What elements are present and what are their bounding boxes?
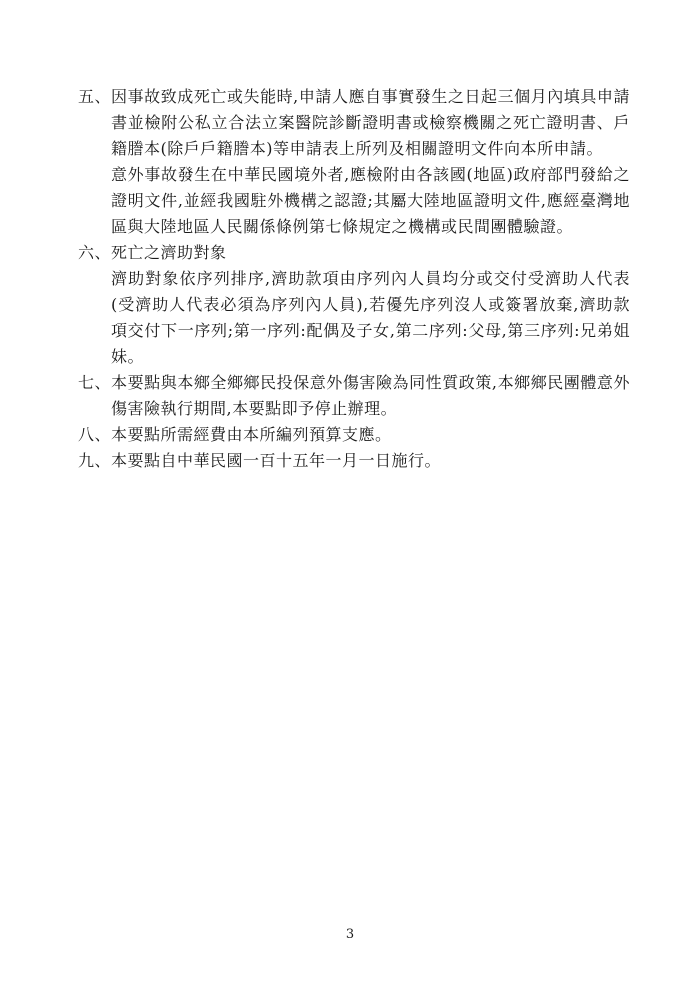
clause-7 (78, 370, 630, 422)
clause-8-paragraph: 本要點所需經費由本所編列預算支應。 (111, 425, 392, 444)
clause-5-content (111, 84, 630, 240)
clause-6-number: 六、 (78, 243, 112, 262)
clause-7-number: 七、 (78, 373, 112, 392)
clause-6-paragraph: 濟助對象依序列排序,濟助款項由序列內人員均分或交付受濟助人代表(受濟助人代表必須為序列內人員),若優先序列沒人或簽署放棄,濟助款項交付下一序列;第一序列:配偶及子女,第二序列:父母,第三序列:兄弟姐妹。 (111, 269, 630, 366)
clause-6-content (111, 240, 630, 370)
clause-5-number: 五、 (78, 87, 112, 106)
clause-5-paragraph-1: 因事故致成死亡或失能時,申請人應自事實發生之日起三個月內填具申請書並檢附公私立合法立案醫院診斷證明書或檢察機關之死亡證明書、戶籍謄本(除戶戶籍謄本)等申請表上所列及相關證明文件向本所申請。 (111, 87, 630, 158)
clause-6 (78, 240, 630, 370)
clause-9-content (111, 448, 630, 474)
clause-7-paragraph: 本要點與本鄉全鄉鄉民投保意外傷害險為同性質政策,本鄉鄉民團體意外傷害險執行期間,本要點即予停止辦理。 (111, 373, 630, 418)
clause-9-number: 九、 (78, 451, 112, 470)
page-number: 3 (345, 927, 355, 942)
clause-8-number: 八、 (78, 425, 112, 444)
clause-7-content (111, 370, 630, 422)
clause-9-paragraph: 本要點自中華民國一百十五年一月一日施行。 (111, 451, 442, 470)
clause-9 (78, 448, 630, 474)
clause-5 (78, 84, 630, 240)
clause-8 (78, 422, 630, 448)
clause-8-content (111, 422, 630, 448)
document-body (78, 84, 630, 474)
clause-6-heading: 死亡之濟助對象 (111, 243, 227, 262)
clause-5-paragraph-2: 意外事故發生在中華民國境外者,應檢附由各該國(地區)政府部門發給之證明文件,並經我國駐外機構之認證;其屬大陸地區證明文件,應經臺灣地區與大陸地區人民關係條例第七條規定之機構或民間團體驗證。 (111, 165, 630, 236)
